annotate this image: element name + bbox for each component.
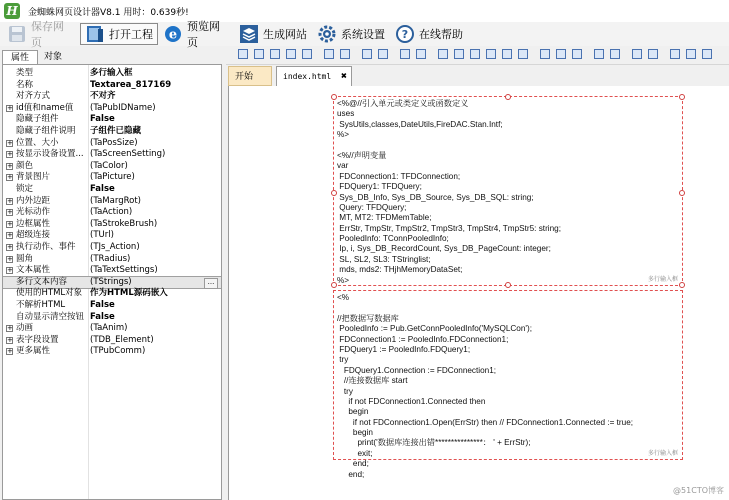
property-row[interactable] <box>3 335 221 347</box>
property-name: 多行文本内容 <box>16 276 68 287</box>
open-project-icon <box>85 24 105 44</box>
property-row[interactable] <box>3 68 221 80</box>
unlock-icon[interactable] <box>378 49 388 59</box>
save-page-button[interactable]: 保存网页 <box>2 23 78 45</box>
code-line: <%@//引入单元或类定义或函数定义 <box>337 99 469 108</box>
property-row[interactable] <box>3 288 221 300</box>
expand-icon[interactable]: + <box>7 335 13 344</box>
code-line: try <box>337 355 349 365</box>
app-logo-icon: H <box>4 3 20 19</box>
property-name: 执行动作、事件 <box>16 242 76 252</box>
ie-browser-icon <box>163 24 183 44</box>
property-name: 文本属性 <box>16 265 51 276</box>
property-value[interactable]: (TaPosSize) <box>90 137 138 148</box>
property-value[interactable]: (TStrings) <box>90 276 132 287</box>
textarea-code-block-1[interactable] <box>333 96 683 286</box>
property-value[interactable]: False <box>90 300 115 310</box>
ellipsis-button[interactable]: ... <box>204 278 218 289</box>
property-name: 锁定 <box>16 184 34 194</box>
property-row[interactable] <box>3 323 221 335</box>
property-name: 隐藏子组件说明 <box>16 126 76 136</box>
expand-icon[interactable]: + <box>7 173 13 182</box>
property-name: 光标动作 <box>16 207 51 218</box>
property-name: 对齐方式 <box>16 91 51 102</box>
property-row[interactable] <box>3 103 221 115</box>
code-line: var <box>337 161 349 171</box>
property-name: 按显示设备设置... <box>16 149 84 160</box>
element-type-tag: 多行输入框 <box>647 450 678 457</box>
expand-icon[interactable]: + <box>7 254 13 263</box>
property-row[interactable] <box>3 161 221 173</box>
close-tab-icon[interactable]: ✖ <box>340 71 347 82</box>
property-row[interactable] <box>3 346 221 358</box>
code-line: FDConnection1 := PooledInfo.FDConnection1; <box>337 334 509 344</box>
expand-icon[interactable]: + <box>7 161 13 170</box>
expand-icon[interactable]: + <box>7 231 13 240</box>
property-value[interactable]: 子组件已隐藏 <box>90 126 142 136</box>
property-row[interactable] <box>3 184 221 196</box>
expand-icon[interactable]: + <box>7 324 13 333</box>
property-row[interactable] <box>3 149 221 161</box>
property-row[interactable] <box>3 265 221 277</box>
property-name: 圆角 <box>16 253 34 264</box>
generate-site-button[interactable]: 生成网站 <box>234 23 312 45</box>
design-canvas[interactable] <box>228 86 729 500</box>
code-line <box>337 141 679 151</box>
tab-index-html[interactable] <box>276 66 352 86</box>
resize-handle[interactable] <box>331 94 337 100</box>
resize-handle[interactable] <box>679 94 685 100</box>
window-title: 金蜘蛛网页设计器V8.1 用时：0.639秒! <box>28 8 189 18</box>
code-line: <%//声明变量 <box>337 150 387 160</box>
preview-page-button[interactable]: e 预览网页 <box>158 23 234 45</box>
main-toolbar <box>0 20 729 49</box>
property-value[interactable]: (TaAction) <box>90 207 133 218</box>
property-value[interactable]: (TJs_Action) <box>90 242 140 252</box>
property-value[interactable]: (TaScreenSetting) <box>90 149 166 160</box>
code-line: Ip, i, Sys_DB_RecordCount, Sys_DB_PageCount: integer; <box>337 244 551 254</box>
align-middle-icon[interactable] <box>502 49 512 59</box>
property-row[interactable] <box>3 126 221 138</box>
code-line: if not FDConnection1.Connected then <box>337 396 486 406</box>
code-line: ErrStr, TmpStr, TmpStr2, TmpStr3, TmpStr4, TmpStr5: string; <box>337 223 561 233</box>
property-row[interactable] <box>3 312 221 324</box>
property-value[interactable]: (TaTextSettings) <box>90 265 158 276</box>
property-name: 使用的HTML对象 <box>16 288 83 299</box>
property-name: 颜色 <box>16 160 34 171</box>
property-value[interactable]: (TaMargRot) <box>90 195 141 206</box>
expand-icon[interactable]: + <box>7 103 13 112</box>
tab-objects[interactable]: 对象 <box>43 52 62 62</box>
code-line: Query: TFDQuery; <box>337 202 407 212</box>
code-line: SL, SL2, SL3: TStringlist; <box>337 254 431 264</box>
property-row[interactable] <box>3 196 221 208</box>
send-back-icon[interactable] <box>340 49 350 59</box>
property-row[interactable] <box>3 230 221 242</box>
property-row[interactable] <box>3 138 221 150</box>
svg-text:e: e <box>168 27 178 43</box>
group-icon[interactable] <box>286 49 296 59</box>
code-text <box>337 99 679 286</box>
resize-handle[interactable] <box>505 94 511 100</box>
align-right-icon[interactable] <box>470 49 480 59</box>
resize-handle[interactable] <box>331 190 337 196</box>
save-icon <box>7 24 27 44</box>
property-value[interactable]: (TaColor) <box>90 160 128 171</box>
element-type-tag: 多行输入框 <box>647 276 678 283</box>
same-height-icon[interactable] <box>556 49 566 59</box>
open-project-button[interactable]: 打开工程 <box>80 23 158 45</box>
property-value[interactable]: (TRadius) <box>90 253 131 264</box>
property-row[interactable] <box>3 91 221 103</box>
left-panel-tabs <box>0 50 224 64</box>
property-value[interactable]: False <box>90 114 115 125</box>
expand-icon[interactable]: + <box>7 266 13 275</box>
document-tabs <box>228 66 729 86</box>
property-value[interactable]: False <box>90 184 115 194</box>
property-name: 不解析HTML <box>16 300 66 310</box>
property-value[interactable]: False <box>90 311 115 322</box>
zoom-icon[interactable] <box>702 49 712 59</box>
property-value[interactable]: (TaStrokeBrush) <box>90 218 158 229</box>
code-line: mds, mds2: THjhMemoryDataSet; <box>337 265 463 275</box>
picture-icon[interactable] <box>670 49 680 59</box>
property-row[interactable] <box>3 80 221 92</box>
code-line: FDConnection1: TFDConnection; <box>337 171 461 181</box>
property-row[interactable] <box>3 300 221 312</box>
code-line: //连接数据库 start <box>337 376 408 386</box>
code-line: uses <box>337 109 355 119</box>
undo-icon[interactable] <box>400 49 410 59</box>
property-value[interactable]: (TaPubIDName) <box>90 102 156 113</box>
property-name: 背景图片 <box>16 172 51 183</box>
textarea-code-block-2[interactable] <box>333 290 683 479</box>
resize-handle[interactable] <box>679 282 685 288</box>
ungroup-icon[interactable] <box>302 49 312 59</box>
property-row[interactable] <box>3 172 221 184</box>
system-settings-button[interactable]: 系统设置 <box>312 23 390 45</box>
code-line: print('数据库连接出错***************： ' + ErrStr); <box>337 438 531 448</box>
align-top-icon[interactable] <box>486 49 496 59</box>
svg-text:?: ? <box>401 28 409 41</box>
property-row[interactable] <box>3 242 221 254</box>
code-line: FDQuery1 := PooledInfo.FDQuery1; <box>337 344 471 354</box>
code-line: FDQuery1: TFDQuery; <box>337 182 422 192</box>
code-line: begin <box>337 428 373 438</box>
title-bar <box>0 0 729 23</box>
property-row[interactable] <box>3 277 221 289</box>
expand-icon[interactable]: + <box>7 347 13 356</box>
resize-handle[interactable] <box>679 190 685 196</box>
property-value[interactable]: (TDB_Element) <box>90 334 154 345</box>
code-line: PooledInfo := Pub.GetConnPooledInfo('MySQLCon'); <box>337 324 532 334</box>
expand-icon[interactable]: + <box>7 243 13 251</box>
property-name: 更多属性 <box>16 346 51 357</box>
code-line: SysUtils,classes,DateUtils,FireDAC.Stan.Intf; <box>337 119 503 129</box>
paste-element-icon[interactable] <box>270 49 280 59</box>
code-line: begin <box>337 407 369 417</box>
code-line: //把数据写数据库 <box>337 313 399 323</box>
h-spacing-icon[interactable] <box>594 49 604 59</box>
code-line: <% <box>337 293 350 302</box>
expand-icon[interactable]: + <box>7 219 13 228</box>
tab-properties[interactable]: 属性 <box>2 50 38 65</box>
property-value[interactable]: (TaPicture) <box>90 172 135 183</box>
code-line: MT, MT2: TFDMemTable; <box>337 213 432 223</box>
layers-icon <box>239 24 259 44</box>
expand-icon[interactable]: + <box>7 138 13 147</box>
property-name: 类型 <box>16 68 34 78</box>
code-text <box>337 293 679 480</box>
property-name: 内外边距 <box>16 195 51 206</box>
v-spacing-icon[interactable] <box>610 49 620 59</box>
align-center-icon[interactable] <box>454 49 464 59</box>
property-name: 表字段设置 <box>16 334 59 345</box>
code-line: if not FDConnection1.Open(ErrStr) then // FDConnection1.Connected := true; <box>337 417 634 427</box>
resize-handle[interactable] <box>331 282 337 288</box>
help-icon <box>395 24 415 44</box>
code-line: end; <box>337 469 365 479</box>
expand-icon[interactable]: + <box>7 208 13 217</box>
property-value[interactable]: (TaAnim) <box>90 323 128 334</box>
grid-icon[interactable] <box>632 49 642 59</box>
bring-front-icon[interactable] <box>324 49 334 59</box>
gear-icon <box>317 24 337 44</box>
expand-icon[interactable]: + <box>7 196 13 205</box>
tab-start[interactable]: 开始 <box>228 66 272 86</box>
lock-icon[interactable] <box>362 49 372 59</box>
align-left-icon[interactable] <box>438 49 448 59</box>
edit-icon[interactable] <box>686 49 696 59</box>
code-line: PooledInfo: TConnPooledInfo; <box>337 234 449 244</box>
property-value[interactable]: 不对齐 <box>90 91 116 102</box>
same-size-icon[interactable] <box>572 49 582 59</box>
property-value[interactable]: 作为HTML源码嵌入 <box>90 288 168 299</box>
expand-icon[interactable]: + <box>7 150 13 159</box>
code-line: %> <box>337 130 350 140</box>
property-name: 动画 <box>16 323 34 334</box>
redo-icon[interactable] <box>416 49 426 59</box>
property-value[interactable]: (TPubComm) <box>90 346 146 357</box>
code-line: try <box>337 386 353 396</box>
property-row[interactable] <box>3 254 221 266</box>
code-line: Sys_DB_Info, Sys_DB_Source, Sys_DB_SQL: string; <box>337 192 534 202</box>
property-value[interactable]: (TUrl) <box>90 230 114 241</box>
ruler-icon[interactable] <box>648 49 658 59</box>
property-name: 名称 <box>16 79 34 90</box>
align-bottom-icon[interactable] <box>518 49 528 59</box>
tab-index-html-label: index.html <box>283 72 332 81</box>
copy-element-icon[interactable] <box>254 49 264 59</box>
property-value[interactable]: Textarea_817169 <box>90 79 172 90</box>
property-row[interactable] <box>3 114 221 126</box>
property-name: 边框属性 <box>16 218 51 229</box>
property-row[interactable] <box>3 207 221 219</box>
property-value[interactable]: 多行输入框 <box>90 68 133 78</box>
property-name: 自动显示清空按钮 <box>16 311 85 322</box>
new-element-icon[interactable] <box>238 49 248 59</box>
resize-handle[interactable] <box>505 282 511 288</box>
property-grid <box>2 64 222 500</box>
property-name: id值和name值 <box>16 102 74 113</box>
editor-toolbar <box>226 46 729 65</box>
same-width-icon[interactable] <box>540 49 550 59</box>
code-line <box>337 303 679 313</box>
property-name: 隐藏子组件 <box>16 114 59 125</box>
code-line: exit; <box>337 448 373 458</box>
code-line: %> <box>337 275 350 285</box>
code-line: FDQuery1.Connection := FDConnection1; <box>337 365 497 375</box>
property-name: 位置、大小 <box>16 137 59 148</box>
code-line: end; <box>337 459 369 469</box>
online-help-button[interactable]: ? 在线帮助 <box>390 23 468 45</box>
watermark: @51CTO博客 <box>673 486 724 495</box>
property-row[interactable] <box>3 219 221 231</box>
property-name: 超级连接 <box>16 230 51 241</box>
